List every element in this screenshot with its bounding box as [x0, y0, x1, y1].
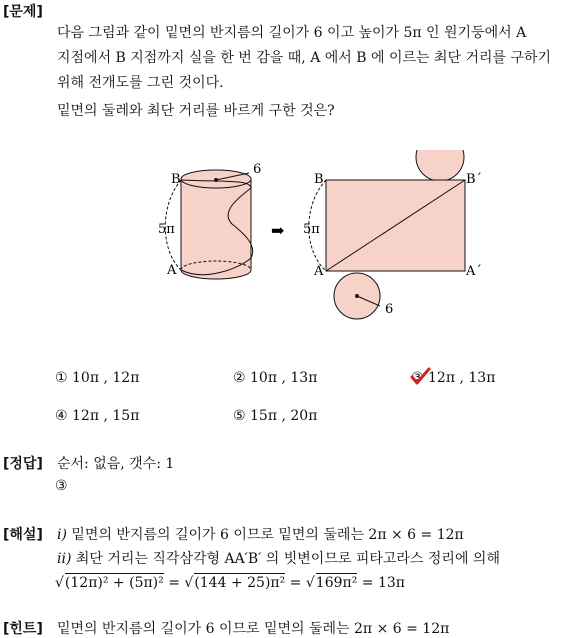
check-mark-icon [409, 367, 431, 387]
formula-radicand-2: (144 + 25)π² [194, 575, 286, 591]
cylinder-label-b: B [171, 172, 181, 187]
net-diagram [303, 150, 482, 319]
question-label: [문제] [3, 4, 43, 20]
question-line-3: 위해 전개도를 그린 것이다. [57, 75, 224, 91]
choice-3[interactable] [411, 370, 495, 386]
choice-3-number [411, 370, 428, 386]
explanation-step-1-marker: i) [57, 527, 67, 543]
arrow-icon: ➡ [271, 221, 285, 240]
choice-1-number: ① [55, 370, 68, 386]
choice-5[interactable] [233, 408, 317, 424]
choice-5-text: 15π , 20π [250, 408, 318, 424]
formula-result: = 13π [361, 575, 405, 591]
cylinder-diagram [158, 162, 261, 279]
explanation-step-1-text: 밑면의 반지름의 길이가 6 이므로 밑면의 둘레는 2π × 6 = 12π [71, 527, 464, 543]
explanation-step-2-text: 최단 거리는 직각삼각형 AA′B′ 의 빗변이므로 피타고라스 정리에 의해 [75, 551, 500, 567]
net-height-label: 5π [303, 222, 320, 237]
formula-radicand-1: (12π)² + (5π)² [64, 575, 164, 591]
net-label-a: A [314, 264, 324, 279]
net-label-b-prime: B´ [466, 172, 483, 187]
hint-text: 밑면의 반지름의 길이가 6 이므로 밑면의 둘레는 2π × 6 = 12π [57, 621, 450, 637]
choice-4-number: ④ [55, 408, 68, 424]
net-label-b: B [314, 172, 324, 187]
choice-2-number: ② [233, 370, 246, 386]
choice-2-text: 10π , 13π [250, 370, 318, 386]
explanation-line-1 [57, 524, 464, 544]
formula-radicand-3: 169π² [315, 575, 358, 591]
choice-5-number: ⑤ [233, 408, 246, 424]
choice-1-text: 10π , 12π [72, 370, 140, 386]
explanation-step-2-marker: ii) [57, 551, 72, 567]
hint-label: [힌트] [3, 621, 43, 637]
cylinder-radius-label: 6 [253, 162, 262, 177]
explanation-formula: √(12π)² + (5π)² = √(144 + 25)π² = √169π² = 13π [55, 575, 405, 591]
explanation-line-2 [57, 548, 500, 568]
cylinder-net-figure [0, 150, 588, 330]
choice-2[interactable] [233, 370, 317, 386]
cylinder-label-a: A [167, 263, 177, 278]
question-line-4: 밑면의 둘레와 최단 거리를 바르게 구한 것은? [57, 103, 335, 119]
answer-summary: 순서: 없음, 갯수: 1 [57, 456, 175, 472]
cylinder-height-label: 5π [158, 222, 175, 237]
net-label-a-prime: A´ [466, 264, 482, 279]
answer-label: [정답] [3, 456, 43, 472]
choice-4-text: 12π , 15π [72, 408, 140, 424]
net-radius-label: 6 [385, 302, 394, 317]
choice-4[interactable] [55, 408, 139, 424]
explanation-label: [해설] [3, 527, 43, 543]
choice-3-number-glyph: ③ [411, 370, 424, 386]
answer-value: ③ [55, 478, 68, 494]
question-line-2: 지점에서 B 지점까지 실을 한 번 감을 때, A 에서 B 에 이르는 최단 거리를 구하기 [57, 50, 552, 66]
question-line-1: 다음 그림과 같이 밑면의 반지름의 길이가 6 이고 높이가 5π 인 원기둥에서 A [57, 25, 527, 41]
choice-1[interactable] [55, 370, 139, 386]
choice-3-text: 12π , 13π [428, 370, 496, 386]
